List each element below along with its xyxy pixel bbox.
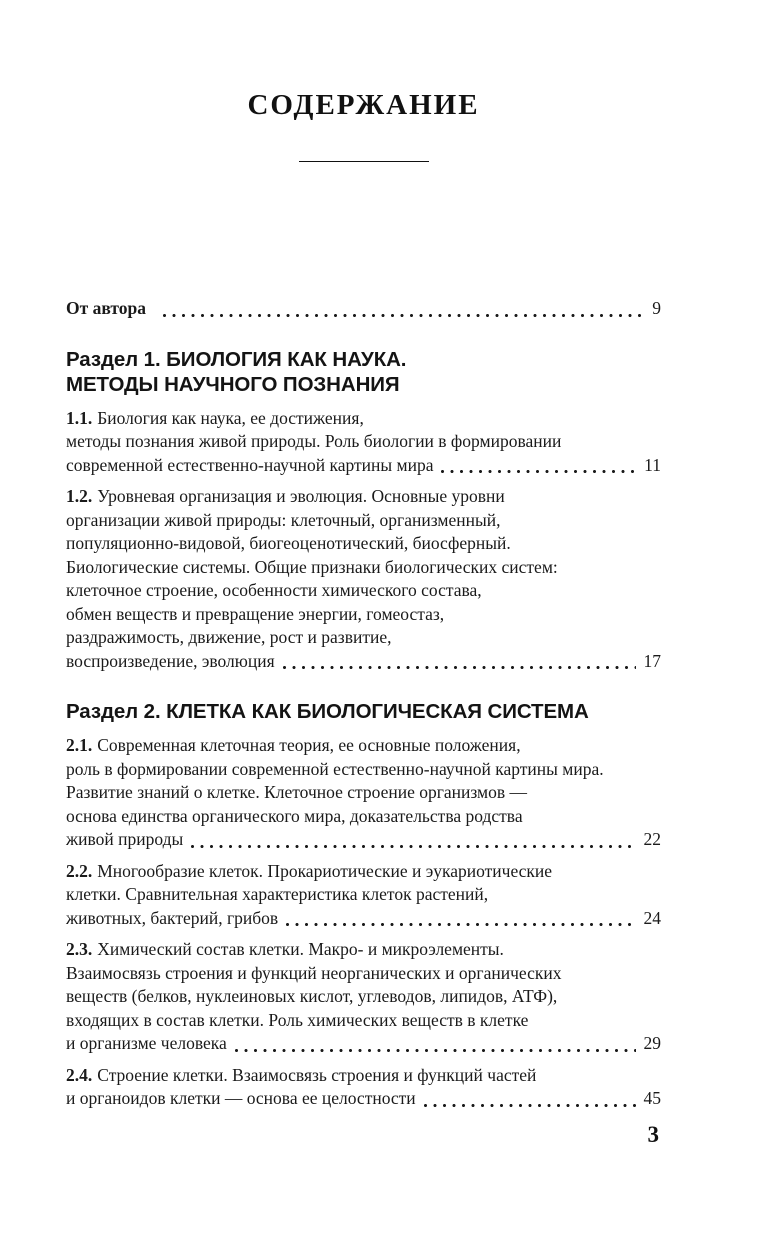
dot-leader [286,923,635,926]
entry-text: Химический состав клетки. Макро- и микроэлементы. [97,939,504,959]
entry-number: 2.3. [66,939,93,959]
entry-line [66,485,661,509]
toc-entry [66,860,661,931]
entry-line [66,579,661,603]
dot-leader [191,845,635,848]
dot-leader [441,470,636,473]
entry-text: живой природы [66,829,184,849]
entry-line [66,805,661,829]
entry-last-line [66,1032,661,1056]
entry-text: воспроизведение, эволюция [66,650,275,671]
toc [66,297,661,1111]
text-column [66,88,661,1149]
entry-last-line [66,1087,661,1111]
entry-line [66,883,661,907]
entry-text: и органоидов клетки — основа ее целостности [66,1088,416,1108]
entry-text: Биологические системы. Общие признаки биологических систем: [66,556,558,577]
entry-line [66,532,661,556]
section-heading-line: Раздел 2. КЛЕТКА КАК БИОЛОГИЧЕСКАЯ СИСТЕМА [66,700,589,723]
entry-line [66,509,661,533]
entry-line [66,962,661,986]
toc-entry [66,734,661,852]
entry-page-number: 24 [643,907,661,928]
title-divider [299,161,429,162]
entry-text: и организме человека [66,1033,227,1053]
entry-number: 1.1. [66,407,93,428]
entry-line [66,781,661,805]
section-heading [66,347,661,397]
entry-line [66,430,661,454]
entry-number: 1.2. [66,486,93,506]
entry-text: методы познания живой природы. Роль биологии в формировании [66,431,562,451]
entry-text: основа единства органического мира, доказательства родства [66,805,523,826]
entry-text: Развитие знаний о клетке. Клеточное строение организмов — [66,782,528,802]
entry-text: Строение клетки. Взаимосвязь строения и функций частей [97,1064,537,1085]
dot-leader [424,1104,636,1107]
entry-text: Уровневая организация и эволюция. Основные уровни [97,486,505,506]
entry-last-line [66,828,661,852]
entry-text: Взаимосвязь строения и функций неорганических и органических [66,962,562,983]
entry-text: клеточное строение, особенности химического состава, [66,580,482,600]
entry-page-number: 22 [643,829,661,849]
entry-last-line [66,454,661,478]
entry-number: 2.2. [66,860,93,881]
entry-text: роль в формировании современной естественно-научной картины мира. [66,758,604,779]
entry-text: животных, бактерий, грибов [66,907,279,928]
toc-entry [66,407,661,478]
entry-page-number: 17 [643,650,661,671]
entry-line [66,407,661,431]
entry-text: обмен веществ и превращение энергии, гомеостаз, [66,603,445,624]
section-heading-line: МЕТОДЫ НАУЧНОГО ПОЗНАНИЯ [66,372,400,396]
entry-text: Современная клеточная теория, ее основные положения, [97,735,521,755]
toc-entry [66,485,661,673]
entry-line [66,860,661,884]
entry-text: раздражимость, движение, рост и развитие, [66,627,392,647]
entry-text: популяционно-видовой, биогеоценотический, биосферный. [66,533,511,553]
entry-line [66,734,661,758]
entry-line [66,1009,661,1033]
entry-last-line [66,907,661,931]
dot-leader [283,666,636,669]
toc-entry [66,938,661,1056]
entry-page-number: 9 [652,298,661,318]
entry-text: современной естественно-научной картины мира [66,454,434,475]
folio-page-number: 3 [647,1121,659,1147]
entry-text: Многообразие клеток. Прокариотические и эукариотические [97,860,553,881]
entry-line [66,1064,661,1088]
entry-last-line [66,650,661,674]
entry-line [66,603,661,627]
entry-page-number: 29 [643,1033,661,1053]
toc-entry [66,1064,661,1111]
entry-text: Биология как наука, ее достижения, [97,407,364,428]
entry-line [66,626,661,650]
entry-line [66,758,661,782]
entry-text: веществ (белков, нуклеиновых кислот, углеводов, липидов, АТФ), [66,986,558,1006]
page-title: СОДЕРЖАНИЕ [247,89,480,121]
entry-text: клетки. Сравнительная характеристика клеток растений, [66,884,489,904]
section-heading-line: Раздел 1. БИОЛОГИЯ КАК НАУКА. [66,347,407,371]
section-heading [66,699,661,724]
entry-line [66,985,661,1009]
toc-entry [66,297,661,321]
entry-number: 2.4. [66,1064,93,1085]
entry-text: организации живой природы: клеточный, организменный, [66,509,501,530]
entry-line [66,938,661,962]
dot-leader [235,1049,636,1052]
entry-line [66,556,661,580]
entry-number: 2.1. [66,735,93,755]
entry-page-number: 11 [644,454,661,475]
entry-number: От автора [66,298,146,318]
dot-leader [163,314,644,317]
entry-page-number: 45 [643,1088,661,1108]
entry-text: входящих в состав клетки. Роль химических веществ в клетке [66,1009,529,1030]
entry-last-line [66,297,661,321]
